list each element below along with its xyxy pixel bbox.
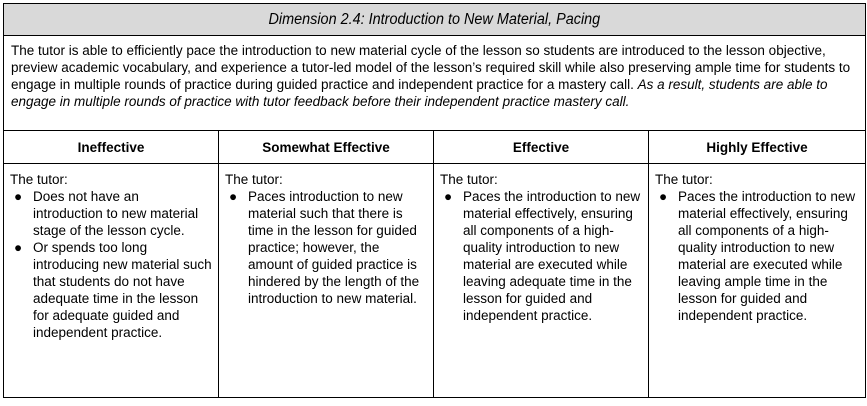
dimension-title: Dimension 2.4: Introduction to New Material, Pacing bbox=[268, 10, 601, 28]
level-body-ineffective bbox=[4, 164, 219, 398]
bullet-icon: ● bbox=[14, 240, 23, 255]
level-intro: The tutor: bbox=[440, 172, 498, 187]
level-body-effective bbox=[434, 164, 649, 398]
level-body-somewhat-effective bbox=[219, 164, 434, 398]
level-header-effective: Effective bbox=[434, 131, 649, 164]
criteria-list bbox=[10, 188, 212, 341]
level-header-ineffective: Ineffective bbox=[4, 131, 219, 164]
criteria-list bbox=[225, 188, 427, 307]
dimension-description bbox=[4, 36, 866, 131]
level-body-highly-effective bbox=[649, 164, 866, 398]
level-header-highly-effective: Highly Effective bbox=[649, 131, 866, 164]
criteria-item: ● Or spends too long introducing new material such that students do not have adequate time in the lesson for adequate guided and independent practice. bbox=[14, 240, 212, 340]
dimension-title-cell bbox=[4, 4, 866, 36]
bullet-icon: ● bbox=[229, 189, 238, 204]
description-result: As a result, students are able to engage in multiple rounds of practice with tutor feedback before their independent practice mastery call. bbox=[11, 77, 828, 109]
level-header-somewhat-effective: Somewhat Effective bbox=[219, 131, 434, 164]
criteria-item: ● Paces the introduction to new material effectively, ensuring all components of a high-quality introduction to new material are executed while leaving adequate time in the lesson for guided and independent practice. bbox=[444, 189, 641, 323]
bullet-icon: ● bbox=[444, 189, 453, 204]
criteria-item: ● Paces the introduction to new material effectively, ensuring all components of a high-quality introduction to new material are executed while leaving ample time in the lesson for guided and independent practice. bbox=[659, 189, 856, 323]
criteria-item: ● Paces introduction to new material such that there is time in the lesson for guided practice; however, the amount of guided practice is hindered by the length of the introduction to new material. bbox=[229, 189, 420, 306]
criteria-item: ● Does not have an introduction to new material stage of the lesson cycle. bbox=[14, 189, 199, 238]
description-main: The tutor is able to efficiently pace the introduction to new material cycle of the lesson so students are introduced to the lesson objective, preview academic vocabulary, and experience a tutor-led model of the lesson’s required skill while also preserving ample time for students to engage in multiple rounds of practice during guided practice and independent practice for a mastery call. bbox=[11, 43, 851, 92]
criteria-list bbox=[655, 188, 859, 324]
rubric-table bbox=[3, 3, 866, 398]
level-intro: The tutor: bbox=[10, 172, 68, 187]
bullet-icon: ● bbox=[14, 189, 23, 204]
bullet-icon: ● bbox=[659, 189, 668, 204]
criteria-list bbox=[440, 188, 642, 324]
level-intro: The tutor: bbox=[655, 172, 713, 187]
level-intro: The tutor: bbox=[225, 172, 283, 187]
